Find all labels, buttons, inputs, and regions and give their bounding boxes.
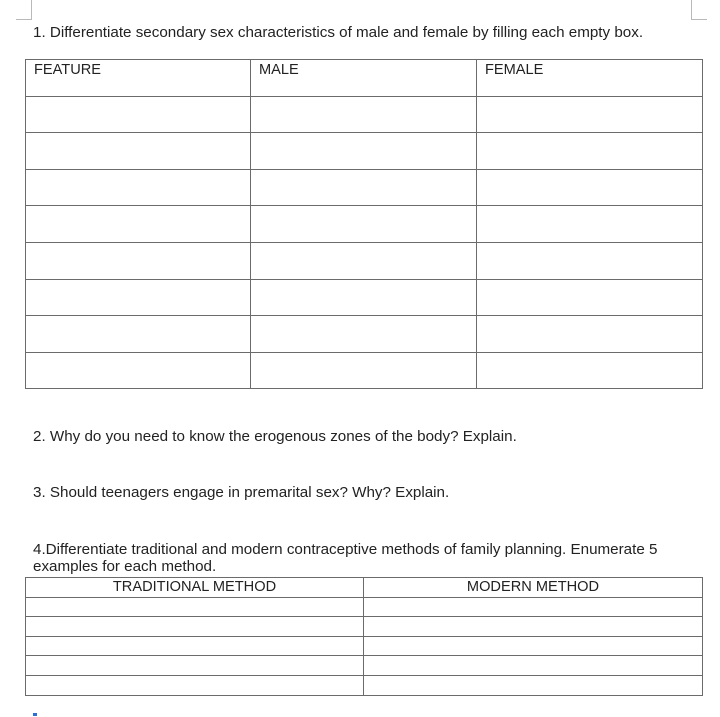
male-cell[interactable] [251,206,477,243]
table-row [26,617,703,637]
feature-cell[interactable] [26,206,251,243]
female-cell[interactable] [477,133,703,170]
header-modern-method: MODERN METHOD [364,578,703,598]
female-cell[interactable] [477,96,703,133]
modern-method-cell[interactable] [364,617,703,637]
header-male: MALE [251,60,477,97]
male-cell[interactable] [251,352,477,389]
traditional-method-cell[interactable] [26,636,364,656]
modern-method-cell[interactable] [364,636,703,656]
question-3: 3. Should teenagers engage in premarital sex? Why? Explain. [33,484,450,501]
traditional-method-cell[interactable] [26,656,364,676]
female-cell[interactable] [477,352,703,389]
feature-cell[interactable] [26,133,251,170]
modern-method-cell[interactable] [364,597,703,617]
question-1: 1. Differentiate secondary sex characteristics of male and female by filling each empty box. [33,24,644,41]
text-cursor [33,713,37,716]
table-row [26,169,703,206]
header-feature: FEATURE [26,60,251,97]
sex-characteristics-table [25,59,703,389]
table-row [26,206,703,243]
feature-cell[interactable] [26,96,251,133]
male-cell[interactable] [251,96,477,133]
female-cell[interactable] [477,169,703,206]
table-row [26,242,703,279]
female-cell[interactable] [477,206,703,243]
male-cell[interactable] [251,133,477,170]
feature-cell[interactable] [26,242,251,279]
table-row [26,352,703,389]
question-4-line-1: 4.Differentiate traditional and modern contraceptive methods of family planning. Enumerate 5 [33,541,658,558]
table-header-row [26,60,703,97]
table-row [26,316,703,353]
page-corner-marker-top-right [691,0,707,20]
traditional-method-cell[interactable] [26,597,364,617]
question-4-line-2: examples for each method. [33,558,217,575]
contraceptive-methods-table [25,577,703,696]
table-header-row [26,578,703,598]
female-cell[interactable] [477,279,703,316]
question-2: 2. Why do you need to know the erogenous zones of the body? Explain. [33,428,517,445]
male-cell[interactable] [251,242,477,279]
page-corner-marker-top-left [16,0,32,20]
table-row [26,656,703,676]
male-cell[interactable] [251,316,477,353]
header-female: FEMALE [477,60,703,97]
male-cell[interactable] [251,169,477,206]
modern-method-cell[interactable] [364,675,703,695]
header-traditional-method: TRADITIONAL METHOD [26,578,364,598]
female-cell[interactable] [477,242,703,279]
male-cell[interactable] [251,279,477,316]
feature-cell[interactable] [26,279,251,316]
table-row [26,675,703,695]
table-row [26,597,703,617]
table-row [26,133,703,170]
table-row [26,636,703,656]
traditional-method-cell[interactable] [26,617,364,637]
feature-cell[interactable] [26,316,251,353]
traditional-method-cell[interactable] [26,675,364,695]
table-row [26,96,703,133]
modern-method-cell[interactable] [364,656,703,676]
table-row [26,279,703,316]
female-cell[interactable] [477,316,703,353]
feature-cell[interactable] [26,352,251,389]
feature-cell[interactable] [26,169,251,206]
